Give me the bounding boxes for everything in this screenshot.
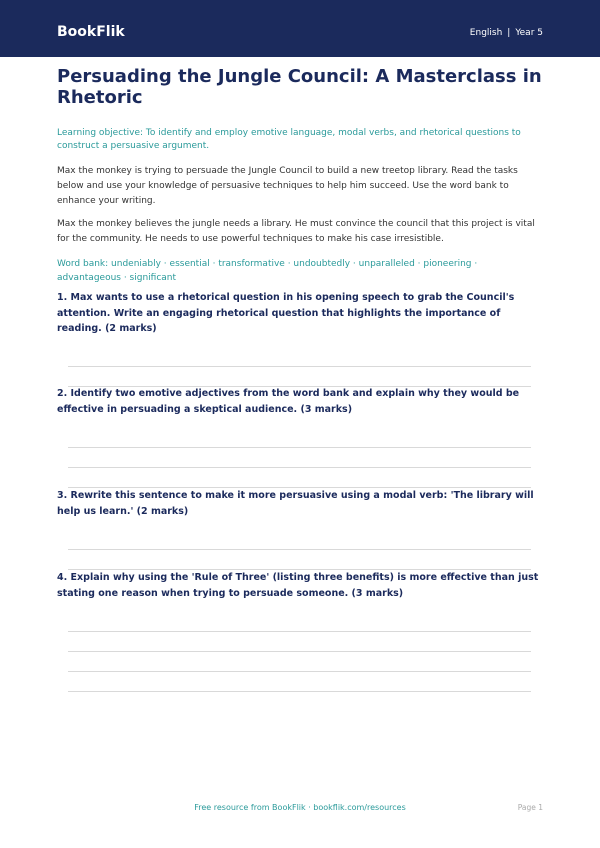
intro-paragraph-2: Max the monkey believes the jungle needs a library. He must convince the council that this project is vital for the community. He needs to use powerful techniques to make his case irresistible. [57,219,535,244]
answer-line[interactable] [68,671,531,672]
intro-paragraph-1: Max the monkey is trying to persuade the Jungle Council to build a new treetop library. Read the tasks below and use your knowledge of persuasive techniques to help him succeed. Use the word bank to enhance your writing. [57,166,518,206]
question-block [57,488,543,519]
page-number: Page 1 [517,803,543,812]
learning-objective: Learning objective: To identify and employ emotive language, modal verbs, and rhetorical questions to construct a persuasive argument. [57,128,521,151]
worksheet-body [57,66,543,285]
answer-line[interactable] [68,651,531,652]
answer-line[interactable] [68,691,531,692]
brand-logo[interactable]: BookFlik [57,24,125,40]
word-bank: Word bank: undeniably · essential · transformative · undoubtedly · unparalleled · pioneering · advantageous · significant [57,259,478,283]
question-block [57,386,543,417]
answer-line[interactable] [68,631,531,632]
subject-label: English [469,28,503,38]
worksheet-title: Persuading the Jungle Council: A Masterclass in Rhetoric [57,66,542,108]
answer-line[interactable] [68,467,531,468]
header-meta [470,27,543,39]
question-text: 3. Rewrite this sentence to make it more persuasive using a modal verb: 'The library will help us learn.' (2 marks) [57,490,534,517]
question-text: 2. Identify two emotive adjectives from the word bank and explain why they would be effective in persuading a skeptical audience. (3 marks) [57,388,520,415]
answer-line[interactable] [68,366,531,367]
page-header [0,0,600,57]
question-text: 4. Explain why using the 'Rule of Three' (listing three benefits) is more effective than just stating one reason when trying to persuade someone. (3 marks) [57,572,539,599]
answer-line[interactable] [68,549,531,550]
page-footer [0,802,600,814]
question-block [57,290,543,337]
meta-separator: | [507,28,511,38]
footer-resource-link[interactable]: Free resource from BookFlik · bookflik.com/resources [194,803,406,812]
question-text: 1. Max wants to use a rhetorical question in his opening speech to grab the Council's attention. Write an engaging rhetorical question that highlights the importance of reading. (2 marks) [57,292,515,334]
year-label: Year 5 [515,28,543,38]
question-block [57,570,543,601]
answer-line[interactable] [68,447,531,448]
